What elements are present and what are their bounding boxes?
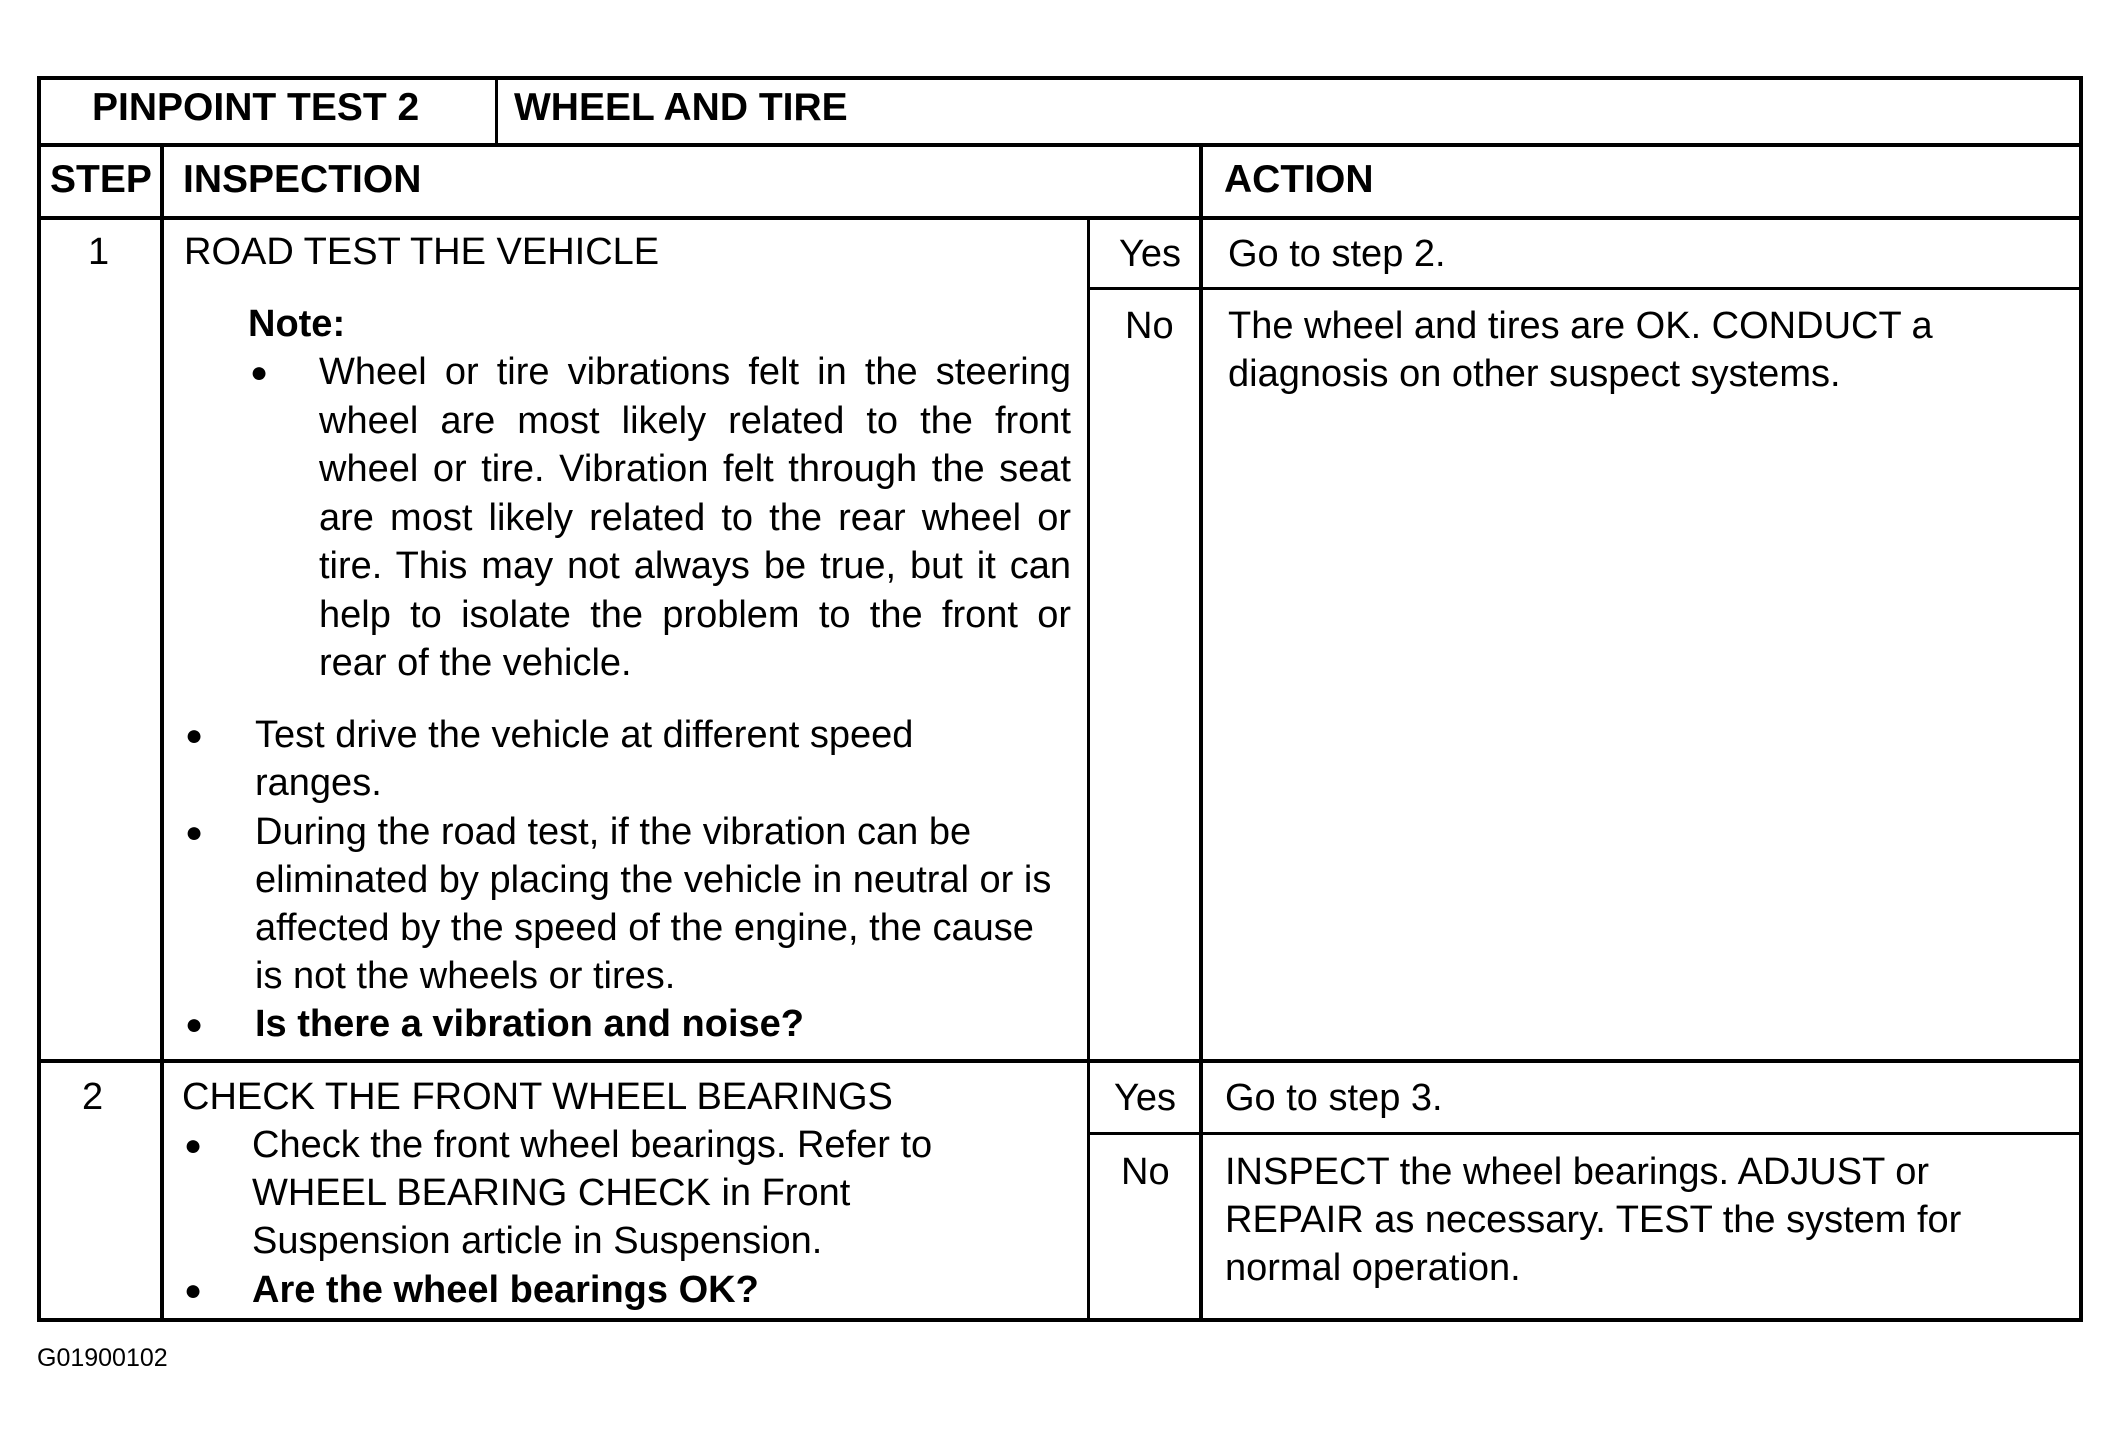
pinpoint-test-label: PINPOINT TEST 2 — [92, 86, 420, 129]
bullet-dot-icon: ● — [250, 356, 269, 389]
step-number: 2 — [82, 1076, 104, 1118]
step-title: CHECK THE FRONT WHEEL BEARINGS — [182, 1076, 893, 1118]
row1-bottom — [37, 1059, 2083, 1063]
header-row-bottom — [37, 216, 2083, 220]
yes-label: Yes — [1119, 233, 1181, 275]
step-question: Are the wheel bearings OK? — [252, 1269, 759, 1311]
bullet-dot-icon: ● — [185, 719, 204, 752]
table-border-left — [37, 76, 41, 1322]
step-column-line — [160, 143, 164, 1320]
row2-yes-no-divider — [1088, 1132, 2083, 1135]
yes-action: Go to step 3. — [1225, 1077, 1443, 1119]
step-question: Is there a vibration and noise? — [255, 1003, 805, 1045]
no-action: INSPECT the wheel bearings. ADJUST or REPAIR as necessary. TEST the system for normal operation. — [1225, 1151, 1962, 1289]
bullet-dot-icon: ● — [185, 816, 204, 849]
step-number: 1 — [88, 231, 110, 273]
list-item: During the road test, if the vibration can be eliminated by placing the vehicle in neutral or is affected by the speed of the engine, the cause is not the wheels or tires. — [255, 811, 1052, 997]
action-column-line — [1199, 143, 1203, 1320]
yes-action: Go to step 2. — [1228, 233, 1446, 275]
title-divider — [495, 76, 498, 144]
note-text: Wheel or tire vibrations felt in the steering wheel are most likely related to the front wheel or tire. Vibration felt through the seat are most likely related to the rear wheel or tire. This may not always be true, but it can help to isolate the problem to the front or rear of the vehicle. — [319, 351, 1071, 684]
title-row-bottom — [37, 143, 2083, 147]
table-border-bottom — [37, 1318, 2083, 1322]
list-item: Test drive the vehicle at different speed ranges. — [255, 714, 914, 804]
step-column-header: STEP — [50, 158, 152, 201]
yes-label: Yes — [1114, 1077, 1176, 1119]
note-label: Note: — [248, 303, 346, 345]
no-label: No — [1121, 1151, 1170, 1193]
action-column-header: ACTION — [1224, 158, 1374, 201]
test-title: WHEEL AND TIRE — [514, 86, 848, 129]
bullet-dot-icon: ● — [184, 1129, 203, 1162]
step-title: ROAD TEST THE VEHICLE — [184, 231, 660, 273]
table-border-right — [2079, 76, 2083, 1322]
bullet-dot-icon: ● — [185, 1008, 204, 1041]
no-label: No — [1125, 305, 1174, 347]
list-item: Check the front wheel bearings. Refer to WHEEL BEARING CHECK in Front Suspension article in Suspension. — [252, 1124, 933, 1262]
yesno-column-line — [1087, 218, 1090, 1320]
no-action: The wheel and tires are OK. CONDUCT a diagnosis on other suspect systems. — [1228, 305, 1933, 395]
row1-yes-no-divider — [1088, 287, 2083, 290]
inspection-column-header: INSPECTION — [183, 158, 422, 201]
bullet-dot-icon: ● — [184, 1274, 203, 1307]
table-border-top — [37, 76, 2083, 80]
figure-id: G01900102 — [37, 1344, 168, 1372]
